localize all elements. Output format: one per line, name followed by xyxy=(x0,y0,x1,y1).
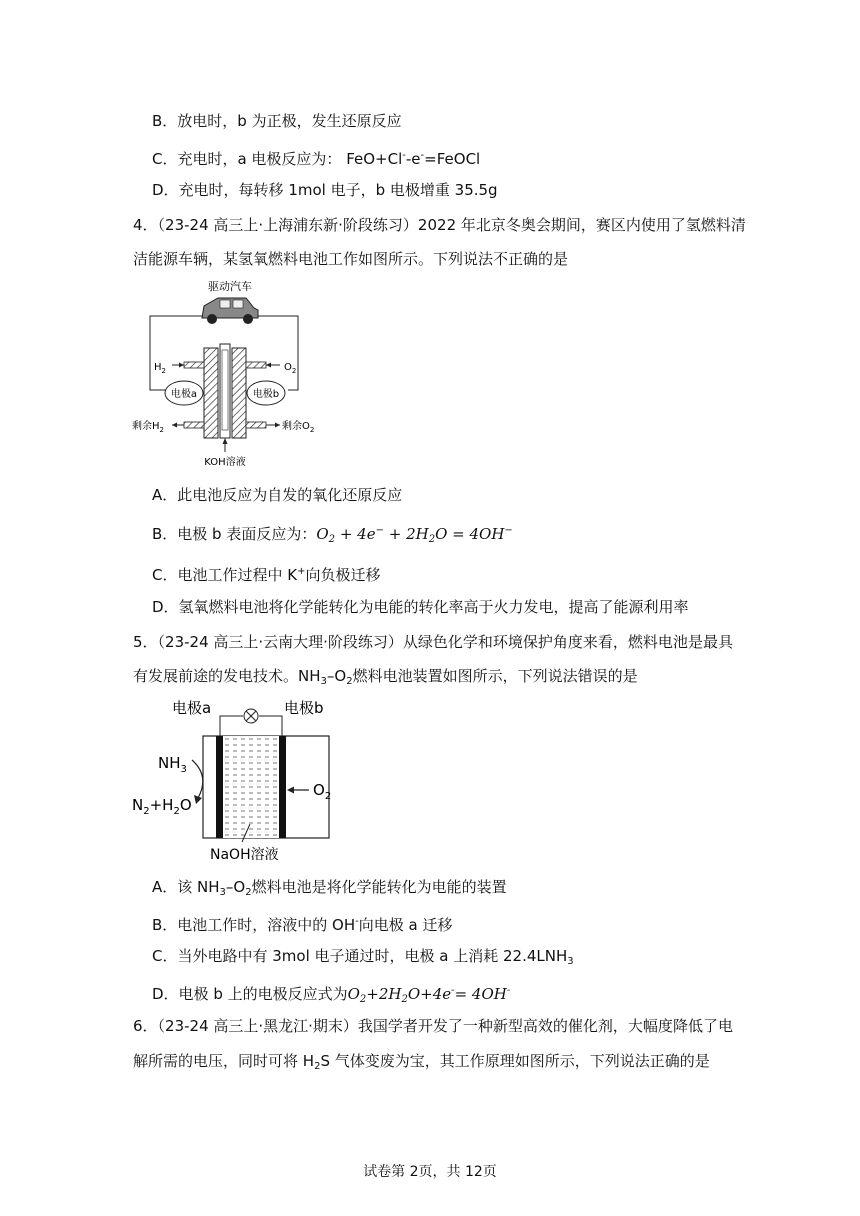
q5-stem-line2: 有发展前途的发电技术。$NH_3-O_2$燃料电池装置如图所示，下列说法错误的是 xyxy=(133,667,638,687)
nh3-label: $NH_3$ xyxy=(158,754,187,775)
q5-stem-line1: 5．（23-24 高三上·云南大理·阶段练习）从绿色化学和环境保护角度来看，燃料电池是最具 xyxy=(133,633,733,651)
electrode-b-label: 电极b xyxy=(284,699,324,717)
q6-stem-line2: 解所需的电压，同时可将 $H_2S$ 气体变废为宝，其工作原理如图所示，下列说法正确的是 xyxy=(133,1052,710,1072)
o2-outlet-label: 剩余$O_2$ xyxy=(282,421,315,434)
q5-option-a: A．该 $NH_3-O_2$燃料电池是将化学能转化为电能的装置 xyxy=(152,878,507,898)
q6-stem-line1: 6．（23-24 高三上·黑龙江·期末）我国学者开发了一种新型高效的催化剂，大幅度降低了电 xyxy=(133,1017,733,1035)
n2-h2o-label: $N_2+H_2O$ xyxy=(132,796,192,817)
q4-stem-line2: 洁能源车辆，某氢氧燃料电池工作如图所示。下列说法不正确的是 xyxy=(133,250,569,268)
koh-label: KOH溶液 xyxy=(204,457,246,468)
h2-inlet-label: $H_2$ xyxy=(154,362,166,375)
lamp-icon xyxy=(244,709,258,723)
car-icon xyxy=(202,298,258,324)
q5-option-d-formula: $O_2+2H_2O+4e^-= 4OH^-$ xyxy=(347,985,511,1005)
nh3-o2-fuel-cell-diagram xyxy=(128,694,348,864)
q3-option-c: C．充电时，a 电极反应为： FeO+Cl--e-=FeOCl xyxy=(152,150,481,168)
q5-option-c: C．当外电路中有 3mol 电子通过时，电极 a 上消耗 $22.4LNH_3$ xyxy=(152,947,574,967)
electrode-a-label: 电极a xyxy=(172,699,212,717)
electrode-a-label: 电极a xyxy=(170,389,198,400)
page-footer: 试卷第 2页，共 12页 xyxy=(363,1164,497,1180)
q4-option-c: C．电池工作过程中 K+向负极迁移 xyxy=(152,566,381,584)
q4-option-b: B．电极 b 表面反应为：$O_2 + 4e^- + 2H_2O = 4OH^-$ xyxy=(152,525,513,545)
o2-inlet-label: $O_2$ xyxy=(284,362,297,375)
hydrogen-oxygen-fuel-cell-diagram xyxy=(132,278,338,470)
q3-option-c-formula: FeO+Cl--e-=FeOCl xyxy=(346,150,481,168)
q3-option-d: D．充电时，每转移 1mol 电子，b 电极增重 35.5g xyxy=(152,181,498,199)
h2-outlet-label: 剩余$H_2$ xyxy=(132,421,164,434)
q5-option-b: B．电池工作时，溶液中的 OH-向电极 a 迁移 xyxy=(152,916,453,934)
q5-option-d: D．电极 b 上的电极反应式为$O_2+2H_2O+4e^-= 4OH^-$ xyxy=(152,985,511,1005)
electrode-b-label: 电极b xyxy=(252,389,280,400)
naoh-label: NaOH溶液 xyxy=(210,847,279,863)
q4-option-b-formula: $O_2 + 4e^- + 2H_2O = 4OH^-$ xyxy=(316,525,513,545)
o2-label: $O_2$ xyxy=(313,781,332,802)
q4-stem-line1: 4．（23-24 高三上·上海浦东新·阶段练习）2022 年北京冬奥会期间，赛区内使用了氢燃料清 xyxy=(133,216,746,234)
q4-option-d: D．氢氧燃料电池将化学能转化为电能的转化率高于火力发电，提高了能源利用率 xyxy=(152,598,689,616)
car-label: 驱动汽车 xyxy=(208,280,252,293)
q3-option-b: B．放电时，b 为正极，发生还原反应 xyxy=(152,112,402,130)
q4-option-a: A．此电池反应为自发的氧化还原反应 xyxy=(152,486,403,504)
